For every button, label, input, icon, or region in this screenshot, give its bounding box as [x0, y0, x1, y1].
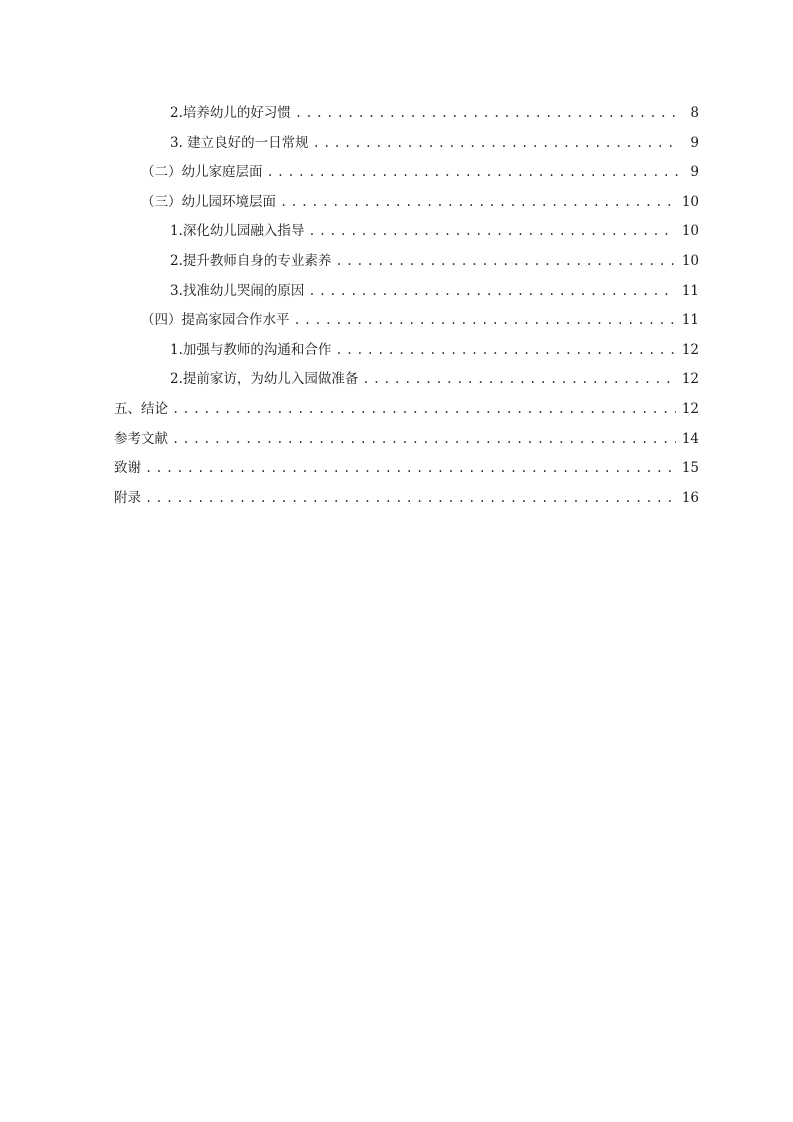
toc-dot-leader: [308, 217, 675, 247]
toc-dot-leader: [145, 484, 676, 514]
toc-entry[interactable]: [0, 247, 793, 277]
toc-entry-title: （三）幼儿园环境层面: [141, 193, 276, 210]
toc-dot-leader: [294, 306, 676, 336]
toc-entry-page: 8: [690, 105, 699, 121]
toc-entry[interactable]: [0, 395, 793, 425]
toc-entry-title: （二）幼儿家庭层面: [141, 164, 263, 181]
toc-entry-page: 11: [681, 312, 699, 329]
toc-entry[interactable]: [0, 188, 793, 218]
toc-entry-page: 9: [690, 134, 699, 151]
toc-dot-leader: [172, 395, 676, 425]
toc-dot-leader: [280, 188, 676, 218]
toc-entry-title: 附录: [114, 489, 141, 506]
toc-entry-page: 10: [681, 193, 699, 210]
toc-entry-page: 16: [681, 489, 699, 506]
toc-entry-page: 9: [690, 164, 699, 181]
toc-entry-page: 15: [681, 460, 699, 477]
toc-entry-title: 2.提升教师自身的专业素养: [170, 252, 332, 269]
toc-dot-leader: [145, 454, 676, 484]
toc-entry-page: 10: [681, 252, 699, 269]
toc-dot-leader: [362, 365, 675, 395]
toc-entry[interactable]: [0, 454, 793, 484]
toc-entry[interactable]: [0, 217, 793, 247]
toc-entry-title: 参考文献: [114, 430, 168, 447]
toc-entry[interactable]: [0, 336, 793, 366]
toc-entry-title: 2.提前家访，为幼儿入园做准备: [170, 371, 359, 388]
toc-entry-page: 12: [681, 341, 699, 358]
toc-entry-page: 12: [681, 371, 699, 388]
toc-entry-title: 3. 建立良好的一日常规: [170, 134, 309, 151]
toc-entry[interactable]: [0, 158, 793, 188]
toc-dot-leader: [267, 158, 680, 188]
toc-entry[interactable]: [0, 129, 793, 159]
toc-entry-page: 12: [681, 400, 699, 417]
toc-dot-leader: [172, 425, 676, 455]
toc-dot-leader: [335, 247, 675, 277]
toc-entry-title: 1.深化幼儿园融入指导: [170, 223, 305, 240]
toc-entry-title: 1.加强与教师的沟通和合作: [170, 341, 332, 358]
toc-entry[interactable]: [0, 484, 793, 514]
toc-entry[interactable]: [0, 277, 793, 307]
toc-entry-page: 10: [681, 223, 699, 240]
toc-entry-title: （四）提高家园合作水平: [141, 312, 290, 329]
toc-entry[interactable]: [0, 99, 793, 129]
toc-entry-title: 2.培养幼儿的好习惯: [170, 105, 291, 121]
toc-entry-page: 11: [681, 282, 699, 299]
toc-dot-leader: [295, 99, 679, 129]
toc-entry-page: 14: [681, 430, 699, 447]
toc-dot-leader: [335, 336, 675, 366]
toc-dot-leader: [313, 129, 679, 159]
toc-entry[interactable]: [0, 425, 793, 455]
toc-dot-leader: [308, 277, 675, 307]
toc-entry[interactable]: [0, 306, 793, 336]
toc-entry-title: 致谢: [114, 460, 141, 477]
toc-entry-title: 3.找准幼儿哭闹的原因: [170, 282, 305, 299]
table-of-contents: [0, 99, 793, 513]
toc-entry-title: 五、结论: [114, 400, 168, 417]
toc-entry[interactable]: [0, 365, 793, 395]
